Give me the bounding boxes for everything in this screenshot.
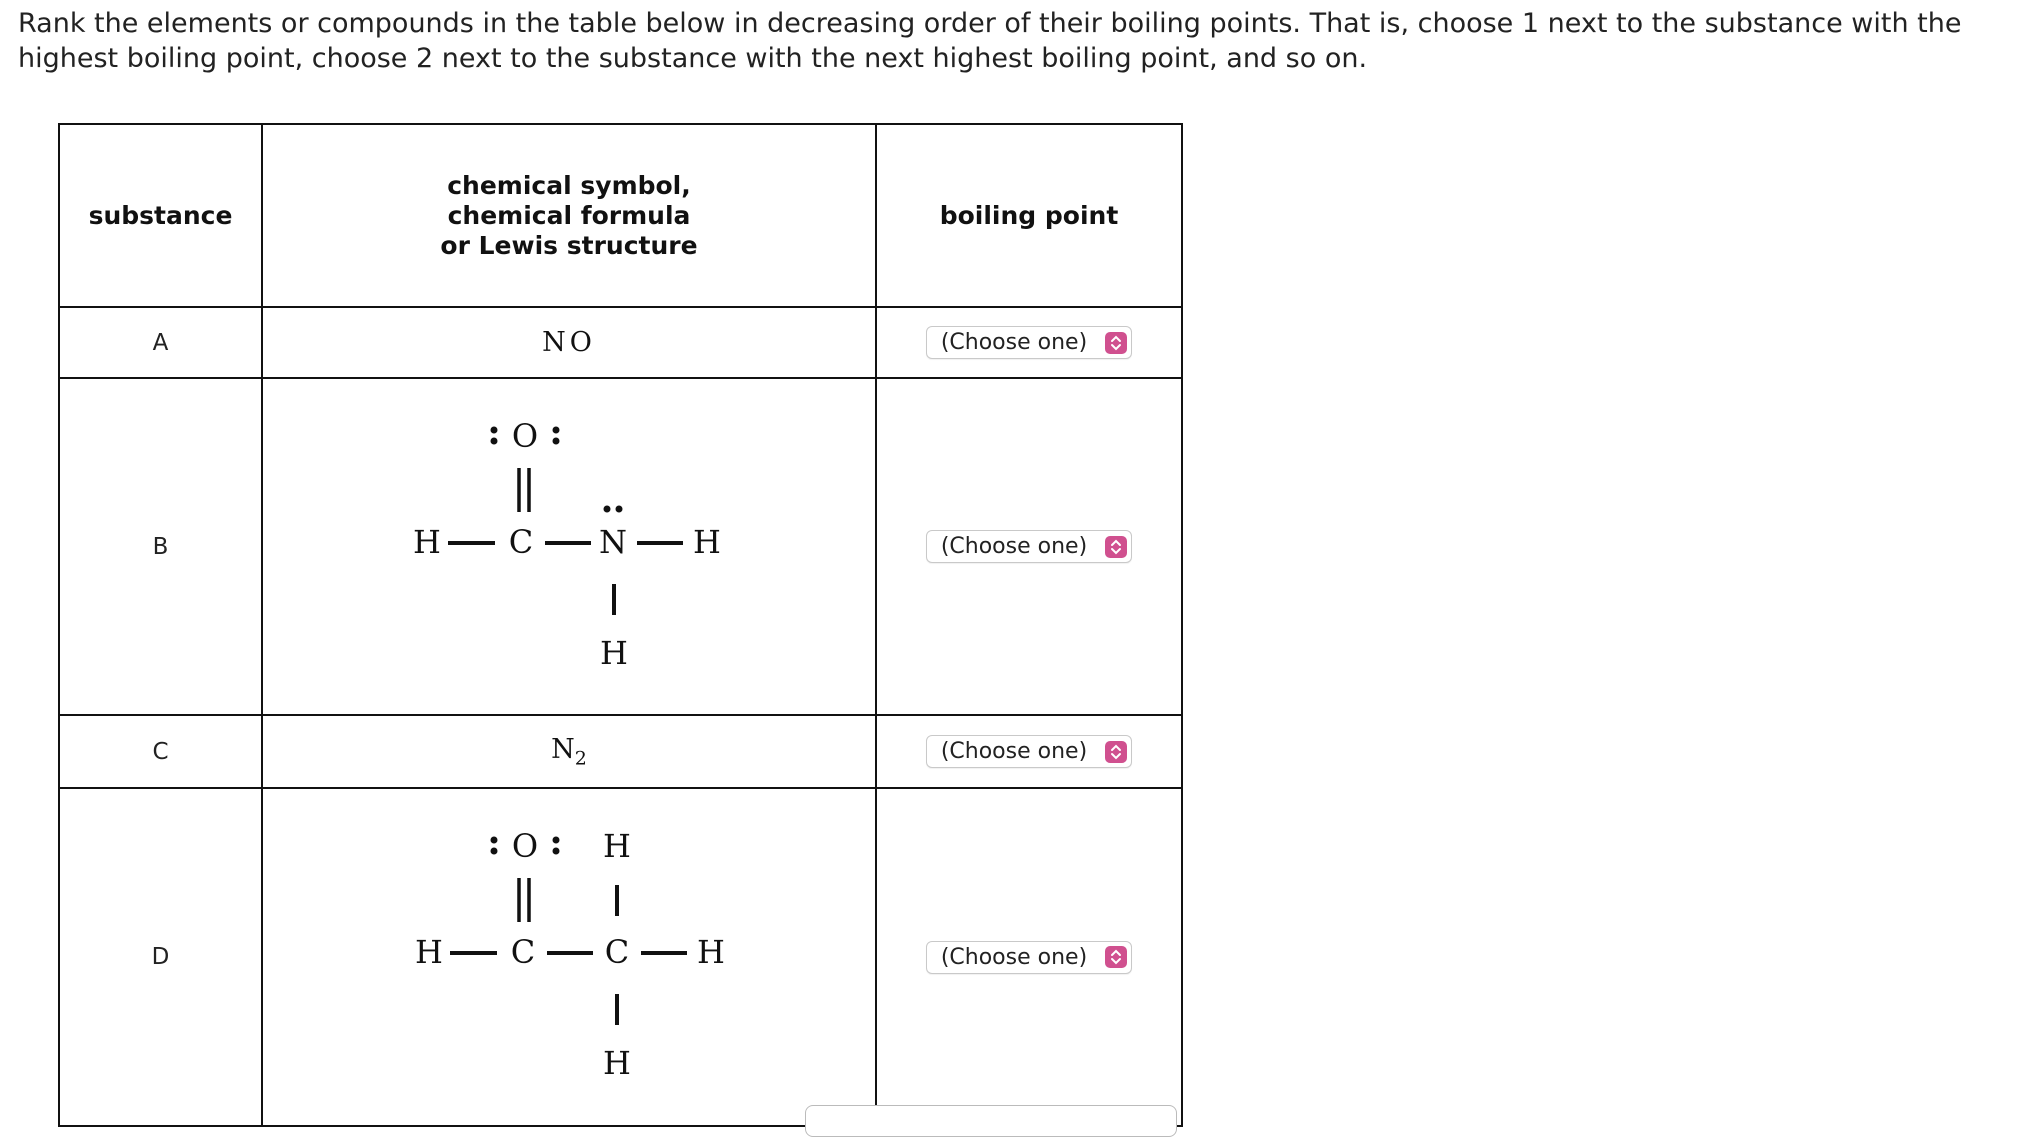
substance-label-c: C [59,715,262,788]
chemical-formula-c [551,733,587,770]
formula-cell-b [262,378,876,715]
rank-select-d-value: (Choose one) [940,944,1088,970]
select-caret-icon [1105,536,1127,558]
boiling-point-cell-a [876,307,1182,378]
chemical-formula-a: NO [542,327,596,358]
partially-visible-button[interactable] [805,1105,1177,1137]
rank-select-c-value: (Choose one) [940,739,1088,764]
rank-select-d[interactable] [926,941,1132,974]
boiling-point-cell-c [876,715,1182,788]
rank-select-b-value: (Choose one) [940,534,1088,559]
lewis-d-hydrogen-right: H [697,933,725,971]
lewis-d-hydrogen-left: H [415,933,443,971]
lewis-structure-d [263,789,875,1121]
lewis-b-hydrogen-left: H [413,523,441,561]
instructions-text: Rank the elements or compounds in the table below in decreasing order of their boiling points. That is, choose 1 next to the substance with the highest boiling point, choose 2 next to the substance with the next highest boiling point, and so on. [18,8,1962,74]
formula-c-subscript: 2 [574,747,587,770]
table-row-b [59,378,1182,715]
lewis-d-oxygen: O [511,827,539,865]
select-caret-icon [1105,946,1127,968]
table-row-a [59,307,1182,378]
lewis-b-hydrogen-bottom: H [600,634,628,672]
table-row-d [59,788,1182,1126]
select-caret-icon [1105,741,1127,763]
lewis-b-carbon: C [508,523,534,561]
lewis-b-nitrogen: N [599,523,627,561]
header-formula-line1: chemical symbol, [447,170,691,200]
lewis-b-oxygen: O [511,417,539,455]
lewis-d-carbon-2: C [604,933,630,971]
header-row [59,124,1182,307]
lewis-d-hydrogen-bottom: H [603,1044,631,1082]
header-formula [262,124,876,307]
lewis-structure-b [263,379,875,710]
rank-select-a-value: (Choose one) [940,330,1088,355]
header-substance: substance [59,124,262,307]
rank-select-c[interactable] [926,735,1132,768]
formula-cell-d [262,788,876,1126]
lewis-d-hydrogen-top: H [603,827,631,865]
header-boiling-point: boiling point [876,124,1182,307]
rank-select-b[interactable] [926,530,1132,563]
ranking-table [58,123,1183,1127]
substance-label-a: A [59,307,262,378]
formula-cell-c [262,715,876,788]
rank-select-a[interactable] [926,326,1132,359]
substance-label-d: D [59,788,262,1126]
boiling-point-cell-d [876,788,1182,1126]
header-formula-line3: or Lewis structure [440,230,698,260]
select-caret-icon [1105,332,1127,354]
table-row-c [59,715,1182,788]
lewis-d-carbon-1: C [510,933,536,971]
substance-label-b: B [59,378,262,715]
formula-cell-a [262,307,876,378]
boiling-point-cell-b [876,378,1182,715]
lewis-b-hydrogen-right: H [693,523,721,561]
header-formula-line2: chemical formula [447,200,691,230]
formula-c-base: N [551,733,575,765]
